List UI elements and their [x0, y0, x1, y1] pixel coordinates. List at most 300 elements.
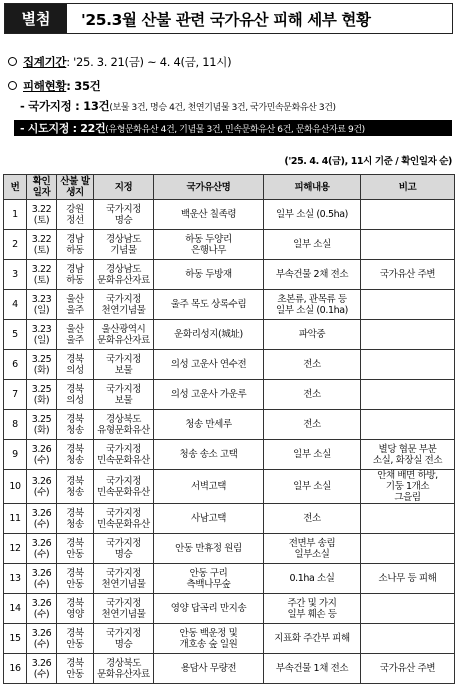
cell-no-line: 9 — [12, 449, 18, 460]
header-name: 국가유산명 — [154, 175, 264, 200]
cell-designation-line: 유형문화유산 — [97, 424, 150, 436]
cell-place-line: 안동 — [66, 638, 84, 650]
cell-place-line: 경북 — [66, 627, 84, 639]
cell-no — [4, 564, 27, 594]
cell-date — [27, 440, 57, 470]
cell-damage-line: 부속건물 1채 전소 — [275, 663, 349, 674]
cell-designation-line: 보물 — [114, 364, 133, 376]
cell-place-line: 울주 — [66, 304, 84, 316]
cell-no — [4, 654, 27, 684]
cell-no-line: 1 — [12, 209, 18, 220]
cell-name-line: 청송 송소 고택 — [179, 449, 238, 460]
cell-name — [154, 440, 264, 470]
cell-name-line: 개호송 숲 일원 — [179, 638, 238, 650]
cell-note — [361, 230, 455, 260]
cell-place-line: 안동 — [66, 668, 84, 680]
cell-designation-line: 명승 — [114, 638, 133, 650]
city-line — [14, 120, 452, 136]
cell-place — [57, 200, 94, 230]
cell-name-line: 서벽고택 — [190, 481, 227, 492]
cell-damage — [264, 290, 361, 320]
cell-designation — [94, 200, 154, 230]
cell-note — [361, 410, 455, 440]
cell-place — [57, 624, 94, 654]
cell-designation-line: 국가지정 — [105, 567, 142, 579]
cell-date-line: 3.25 — [31, 353, 52, 365]
cell-note-line: 소실, 화장실 전소 — [372, 454, 443, 466]
cell-damage-line: 전소 — [303, 359, 321, 370]
cell-date — [27, 260, 57, 290]
table-row — [4, 564, 455, 594]
cell-place — [57, 260, 94, 290]
cell-note-line: 국가유산 주변 — [379, 663, 436, 674]
cell-date — [27, 350, 57, 380]
cell-name-line: 의성 고운사 가운루 — [170, 389, 247, 400]
cell-name — [154, 564, 264, 594]
cell-damage-line: 지표화 주간부 피해 — [274, 633, 350, 644]
cell-place-line: 경북 — [66, 507, 84, 519]
cell-note — [361, 320, 455, 350]
cell-note — [361, 350, 455, 380]
cell-place — [57, 470, 94, 504]
cell-date — [27, 534, 57, 564]
cell-date — [27, 624, 57, 654]
cell-designation-line: 국가지정 — [105, 475, 142, 487]
cell-damage — [264, 504, 361, 534]
cell-place-line: 경북 — [66, 383, 84, 395]
cell-damage — [264, 230, 361, 260]
cell-damage — [264, 380, 361, 410]
cell-designation — [94, 410, 154, 440]
cell-no — [4, 320, 27, 350]
cell-note-line: 그을림 — [394, 492, 421, 503]
cell-damage — [264, 470, 361, 504]
cell-damage-line: 일부소실 — [294, 548, 330, 560]
cell-designation-line: 천연기념물 — [101, 608, 146, 620]
table-row — [4, 654, 455, 684]
cell-place-line: 의성 — [66, 364, 84, 376]
header-designation: 지정 — [94, 175, 154, 200]
period-value: : '25. 3. 21(금) ~ 4. 4(금, 11시) — [66, 55, 232, 69]
cell-place-line: 경북 — [66, 413, 84, 425]
city-detail: (유형문화유산 4건, 기념물 3건, 민속문화유산 6건, 문화유산자료 9건) — [105, 124, 365, 135]
cell-damage — [264, 624, 361, 654]
cell-no — [4, 230, 27, 260]
cell-designation-line: 보물 — [114, 394, 133, 406]
cell-place-line: 청송 — [66, 454, 84, 466]
cell-place — [57, 534, 94, 564]
cell-damage-line: 일부 소실 — [293, 239, 331, 250]
cell-note — [361, 504, 455, 534]
cell-date — [27, 320, 57, 350]
cell-damage — [264, 200, 361, 230]
cell-date-line: (일) — [33, 304, 50, 316]
cell-place — [57, 440, 94, 470]
cell-note-line: 별당 협문 부분 — [378, 443, 437, 455]
cell-designation — [94, 654, 154, 684]
cell-damage — [264, 534, 361, 564]
cell-damage-line: 일부 훼손 등 — [287, 608, 337, 620]
cell-place — [57, 564, 94, 594]
cell-designation-line: 국가지정 — [105, 627, 142, 639]
cell-place — [57, 350, 94, 380]
cell-place-line: 안동 — [66, 548, 84, 560]
header-place: 산불 발생지 — [57, 175, 94, 200]
cell-place-line: 경북 — [66, 597, 84, 609]
cell-name-line: 의성 고운사 연수전 — [170, 359, 247, 370]
cell-name-line: 은행나무 — [190, 244, 227, 256]
status-line — [4, 78, 100, 94]
cell-no-line: 14 — [9, 603, 21, 614]
cell-no — [4, 594, 27, 624]
table-row — [4, 200, 455, 230]
cell-date-line: (일) — [33, 334, 50, 346]
cell-name-line: 하동 두양리 — [185, 233, 232, 245]
cell-date-line: 3.25 — [31, 383, 52, 395]
cell-name — [154, 260, 264, 290]
cell-place-line: 영양 — [66, 608, 84, 620]
cell-place-line: 정선 — [66, 214, 84, 226]
cell-designation-line: 민속문화유산 — [97, 454, 150, 466]
cell-name-line: 청송 만세루 — [185, 419, 232, 430]
cell-no-line: 13 — [9, 573, 21, 584]
cell-place — [57, 290, 94, 320]
cell-date-line: (수) — [33, 548, 50, 560]
cell-no — [4, 290, 27, 320]
cell-damage — [264, 350, 361, 380]
cell-designation — [94, 230, 154, 260]
cell-name-line: 용담사 무량전 — [180, 663, 237, 674]
cell-date-line: (화) — [33, 394, 50, 406]
city-label: - 시도지정 : 22건 — [20, 122, 106, 135]
cell-name — [154, 320, 264, 350]
cell-note — [361, 440, 455, 470]
cell-no — [4, 410, 27, 440]
cell-no-line: 10 — [9, 481, 21, 492]
cell-date-line: (화) — [33, 424, 50, 436]
cell-date-line: (토) — [33, 274, 50, 286]
cell-designation-line: 국가지정 — [105, 597, 142, 609]
cell-date-line: 3.26 — [31, 657, 52, 669]
header-date: 확인 일자 — [27, 175, 57, 200]
cell-date-line: (수) — [33, 518, 50, 530]
cell-place-line: 경북 — [66, 443, 84, 455]
cell-no — [4, 440, 27, 470]
cell-place-line: 청송 — [66, 486, 84, 498]
period-label: 집계기간 — [23, 55, 67, 69]
cell-place — [57, 594, 94, 624]
table-body — [4, 200, 455, 684]
cell-date — [27, 410, 57, 440]
cell-no-line: 2 — [12, 239, 18, 250]
cell-damage-line: 주간 및 가지 — [287, 597, 337, 609]
cell-date-line: (토) — [33, 214, 50, 226]
cell-designation-line: 명승 — [114, 548, 133, 560]
cell-designation — [94, 624, 154, 654]
cell-place — [57, 654, 94, 684]
cell-damage-line: 전소 — [303, 389, 321, 400]
cell-damage-line: 초본류, 관목류 등 — [277, 293, 347, 305]
cell-name — [154, 230, 264, 260]
table-row — [4, 534, 455, 564]
cell-no-line: 11 — [9, 513, 21, 524]
cell-name-line: 안동 만휴정 원림 — [175, 543, 242, 554]
cell-place — [57, 320, 94, 350]
cell-place — [57, 380, 94, 410]
cell-date-line: (화) — [33, 364, 50, 376]
cell-note — [361, 624, 455, 654]
cell-date-line: (수) — [33, 668, 50, 680]
status-label: 피해현황 — [23, 79, 67, 93]
cell-date-line: (수) — [33, 578, 50, 590]
cell-damage-line: 일부 소실 — [293, 449, 331, 460]
cell-no — [4, 534, 27, 564]
cell-name — [154, 624, 264, 654]
cell-no — [4, 260, 27, 290]
circle-bullet-icon — [8, 81, 17, 90]
cell-designation — [94, 260, 154, 290]
table-row — [4, 230, 455, 260]
cell-designation-line: 국가지정 — [105, 353, 142, 365]
cell-designation-line: 문화유산자료 — [97, 334, 150, 346]
cell-note-line: 안채 배면 하방, — [377, 470, 438, 481]
cell-name-line: 하동 두방재 — [185, 269, 232, 280]
cell-date-line: (수) — [33, 638, 50, 650]
national-line — [20, 98, 336, 114]
national-label: - 국가지정 : 13건 — [20, 99, 110, 113]
cell-no — [4, 470, 27, 504]
cell-designation — [94, 290, 154, 320]
document-title: '25.3월 산불 관련 국가유산 피해 세부 현황 — [81, 10, 371, 29]
cell-date-line: (수) — [33, 486, 50, 498]
cell-name — [154, 380, 264, 410]
period-line — [4, 54, 231, 70]
cell-designation-line: 울산광역시 — [101, 323, 146, 335]
cell-date-line: (수) — [33, 454, 50, 466]
cell-name — [154, 410, 264, 440]
cell-date-line: 3.26 — [31, 597, 52, 609]
cell-place — [57, 410, 94, 440]
cell-no-line: 15 — [9, 633, 21, 644]
cell-date-line: 3.22 — [31, 233, 52, 245]
cell-date-line: 3.25 — [31, 413, 52, 425]
header-note: 비고 — [361, 175, 455, 200]
cell-damage-line: 파악중 — [298, 329, 326, 340]
cell-damage — [264, 594, 361, 624]
cell-designation — [94, 380, 154, 410]
cell-designation-line: 국가지정 — [105, 507, 142, 519]
cell-damage — [264, 320, 361, 350]
cell-name — [154, 504, 264, 534]
cell-no-line: 7 — [12, 389, 18, 400]
cell-damage — [264, 564, 361, 594]
table-row — [4, 440, 455, 470]
cell-place-line: 경남 — [66, 233, 84, 245]
cell-name — [154, 290, 264, 320]
cell-date — [27, 564, 57, 594]
cell-designation-line: 국가지정 — [105, 383, 142, 395]
cell-no-line: 8 — [12, 419, 18, 430]
cell-date — [27, 594, 57, 624]
cell-designation-line: 문화유산자료 — [97, 274, 150, 286]
cell-designation-line: 기념물 — [110, 244, 137, 256]
cell-designation — [94, 594, 154, 624]
cell-date-line: (토) — [33, 244, 50, 256]
cell-note-line: 소나무 등 피해 — [378, 573, 437, 584]
cell-damage-line: 일부 소실 (0.1ha) — [276, 304, 348, 316]
cell-damage — [264, 410, 361, 440]
cell-designation-line: 경상남도 — [105, 263, 142, 275]
cell-date-line: 3.26 — [31, 537, 52, 549]
cell-note — [361, 200, 455, 230]
cell-name — [154, 350, 264, 380]
cell-note — [361, 380, 455, 410]
damage-table — [3, 174, 455, 684]
document-header — [4, 3, 453, 34]
cell-name-line: 사남고택 — [190, 513, 227, 524]
cell-date — [27, 200, 57, 230]
cell-no — [4, 350, 27, 380]
cell-place-line: 경북 — [66, 353, 84, 365]
cell-name-line: 울주 목도 상록수림 — [170, 299, 247, 310]
cell-note — [361, 290, 455, 320]
cell-name — [154, 534, 264, 564]
cell-place-line: 청송 — [66, 424, 84, 436]
table-header-row — [4, 175, 455, 200]
cell-note-line: 국가유산 주변 — [379, 269, 436, 280]
cell-place-line: 의성 — [66, 394, 84, 406]
cell-name — [154, 594, 264, 624]
cell-name-line: 백운산 칠족령 — [180, 209, 237, 220]
cell-date — [27, 654, 57, 684]
cell-no-line: 16 — [9, 663, 21, 674]
cell-name — [154, 470, 264, 504]
cell-designation-line: 경상북도 — [105, 413, 142, 425]
cell-name-line: 운화리성지(城址) — [174, 329, 243, 340]
cell-date — [27, 504, 57, 534]
cell-note — [361, 534, 455, 564]
cell-no-line: 5 — [12, 329, 18, 340]
cell-designation — [94, 504, 154, 534]
cell-place-line: 울산 — [66, 293, 84, 305]
cell-note — [361, 470, 455, 504]
cell-designation-line: 천연기념물 — [101, 304, 146, 316]
cell-place-line: 경남 — [66, 263, 84, 275]
cell-place-line: 청송 — [66, 518, 84, 530]
attachment-badge: 별첨 — [5, 4, 67, 33]
cell-place-line: 경북 — [66, 657, 84, 669]
cell-damage-line: 전면부 송림 — [288, 537, 336, 549]
cell-designation-line: 문화유산자료 — [97, 668, 150, 680]
cell-date-line: 3.22 — [31, 263, 52, 275]
cell-place-line: 안동 — [66, 578, 84, 590]
cell-date-line: 3.26 — [31, 567, 52, 579]
cell-no-line: 4 — [12, 299, 18, 310]
table-row — [4, 290, 455, 320]
basis-note: ('25. 4. 4(금), 11시 기준 / 확인일자 순) — [284, 156, 452, 167]
cell-no-line: 3 — [12, 269, 18, 280]
cell-damage — [264, 654, 361, 684]
cell-designation-line: 경상남도 — [105, 233, 142, 245]
cell-no — [4, 504, 27, 534]
cell-damage-line: 전소 — [303, 513, 321, 524]
cell-name-line: 영양 답곡리 만지송 — [170, 603, 247, 614]
cell-date — [27, 290, 57, 320]
cell-no — [4, 200, 27, 230]
cell-date-line: 3.22 — [31, 203, 52, 215]
cell-damage-line: 일부 소실 (0.5ha) — [276, 209, 348, 220]
cell-designation-line: 천연기념물 — [101, 578, 146, 590]
cell-designation — [94, 564, 154, 594]
cell-designation-line: 경상북도 — [105, 657, 142, 669]
cell-designation-line: 국가지정 — [105, 203, 142, 215]
cell-designation-line: 국가지정 — [105, 443, 142, 455]
status-value: : 35건 — [66, 79, 101, 93]
cell-place-line: 경북 — [66, 567, 84, 579]
header-no: 번 — [4, 175, 27, 200]
cell-no — [4, 624, 27, 654]
cell-designation-line: 명승 — [114, 214, 133, 226]
cell-no-line: 12 — [9, 543, 21, 554]
cell-date-line: 3.26 — [31, 507, 52, 519]
cell-name — [154, 200, 264, 230]
cell-place-line: 경북 — [66, 537, 84, 549]
cell-designation — [94, 470, 154, 504]
cell-designation — [94, 534, 154, 564]
cell-date-line: 3.23 — [31, 293, 52, 305]
cell-date-line: 3.23 — [31, 323, 52, 335]
cell-designation-line: 민속문화유산 — [97, 518, 150, 530]
cell-note-line: 기둥 1개소 — [385, 481, 430, 492]
cell-date — [27, 470, 57, 504]
table-row — [4, 624, 455, 654]
national-detail: (보물 3건, 명승 4건, 천연기념물 3건, 국가민속문화유산 3건) — [109, 103, 336, 113]
table-row — [4, 320, 455, 350]
cell-note — [361, 654, 455, 684]
cell-designation — [94, 440, 154, 470]
cell-damage-line: 일부 소실 — [293, 481, 331, 492]
cell-damage-line: 전소 — [303, 419, 321, 430]
table-row — [4, 350, 455, 380]
cell-place-line: 울주 — [66, 334, 84, 346]
cell-designation-line: 국가지정 — [105, 293, 142, 305]
cell-date-line: 3.26 — [31, 627, 52, 639]
cell-name — [154, 654, 264, 684]
cell-place-line: 경북 — [66, 475, 84, 487]
cell-note — [361, 564, 455, 594]
cell-place — [57, 504, 94, 534]
cell-place-line: 하동 — [66, 274, 84, 286]
cell-date — [27, 380, 57, 410]
circle-bullet-icon — [8, 57, 17, 66]
cell-designation — [94, 350, 154, 380]
cell-damage — [264, 440, 361, 470]
cell-place-line: 강원 — [66, 203, 84, 215]
cell-note — [361, 594, 455, 624]
cell-place-line: 하동 — [66, 244, 84, 256]
table-row — [4, 410, 455, 440]
cell-damage — [264, 260, 361, 290]
cell-damage-line: 부속건물 2채 전소 — [275, 269, 349, 280]
table-row — [4, 504, 455, 534]
cell-date-line: (수) — [33, 608, 50, 620]
table-row — [4, 380, 455, 410]
cell-name-line: 안동 백운정 및 — [179, 627, 238, 639]
table-row — [4, 260, 455, 290]
cell-place — [57, 230, 94, 260]
table-row — [4, 470, 455, 504]
cell-name-line: 안동 구리 — [189, 567, 228, 579]
